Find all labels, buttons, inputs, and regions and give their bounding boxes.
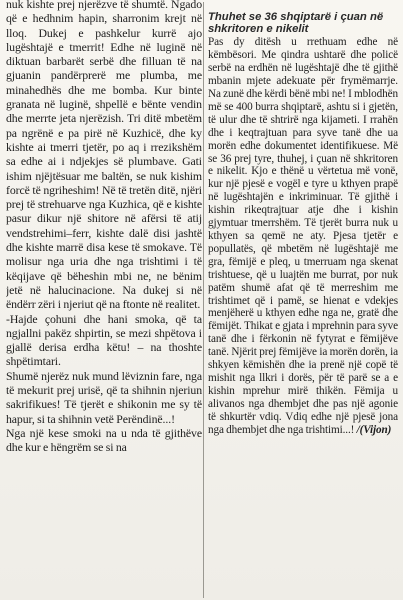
left-column-text — [6, 0, 202, 455]
section-title: Thuhet se 36 shqiptarë i çuan në shkritoren e nikelit — [208, 11, 384, 36]
paragraph: Shumë njerëz nuk mund lëviznin fare, nga të mekurit prej urisë, që ta shihnin njeriun sakrifikues! Të tjerët e shikonin me sy të hapur, si ta shihnin vetë Perëndinë...! — [6, 368, 202, 426]
paragraph: nuk kishte prej njerëzve të shumtë. Ngado që e hedhnim hapin, sharronim krejt në lloq. Dukej e pashkelur kurrë ajo lugështajë e tmerrit! Edhe në luginë në diktuan barbarët serbë dhe filluan të na gjuanin pandërprerë me plumba, me minahedhës dhe me bomba. Kur binte granata në luginë, shpellë e bënte vendin dhe merrte jeta njerëzish. Tri ditë mbetëm pa ngrënë e pa pirë në Kuzhicë, dhe ky kishte ai tmerri tjetër, po aq i rrezikshëm sa edhe ai i ndjekjes së plumbave. Gati ishim njëjtësuar me baltën, se nuk kishim forcë të ngriheshim! Në të tretën ditë, njëri prej të strehuarve nga Kuzhica, që e kishte pasur dikur një shitore në afërsi të atij vendstrehimi–ferr, kishte dalë disi jashtë dhe kishte marrë disa kese të smokave. Të molisur nga uria dhe nga trishtimi i të këqijave që bëheshin mbi ne, ne bënim jetë në halucinacione. Na dukej si në ëndërr zëri i njeriut që na ftonte në realitet. — [6, 0, 202, 312]
right-column — [208, 0, 398, 600]
right-column-text — [208, 36, 398, 436]
continuation-note: /(Vijon) — [356, 423, 392, 436]
paragraph: Nga një kese smoki na u nda të gjithëve dhe kur e hëngrëm se si na — [6, 425, 202, 455]
left-column — [6, 0, 202, 600]
column-divider — [203, 2, 204, 598]
paragraph: -Hajde çohuni dhe hani smoka, që ta ngjallni pakëz shpirtin, se mezi shpëtova i gjallë derisa erdha këtu! – na thoshte shpëtimtari. — [6, 311, 202, 369]
paragraph-text: Pas dy ditësh u rrethuam edhe në këmbësori. Me qindra ushtarë dhe policë serbë na erdhën në lugështajë dhe të gjithë mbanin mjete adekuate për frymëmarrje. Na zunë dhe kërdi bënë mbi ne! I mblodhën më se 400 burra shqiptarë, ashtu si i gjetën, të ulur dhe të shtrirë nga kijameti. I rrahën dhe i keqtrajtuan para syve tanë dhe ua morën edhe dokumentet identifikuese. Më se 36 prej tyre, thuhej, i çuan në shkritoren e nikelit. Kjo e thënë u vërtetua më vonë, kur një pjesë e vogël e tyre u kthyen prapë në lugështajën e inkriminuar. Të gjithë i kishin rikeqtrajtuar atje dhe i kishin gjymtuar tmerrshëm. Të tjerët burra nuk u kthyen sa qemë ne aty. Pjesa tjetër e popullatës, që mbetëm në lugështajë me gra, fëmijë e pleq, u tmerruam nga skenat trishtuese, që u luajtën me burrat, por nuk patëm shumë afat që të merreshim me trishtimet që i pamë, se hienat e vdekjes menjëherë u kthyen edhe nga ne, gratë dhe fëmijët. Thikat e gjata i mprehnin para syve tanë dhe i fërkonin në fytyrat e fëmijëve tanë. Njërit prej fëmijëve ia morën dorën, ia shkyen këmishën dhe ia prenë një copë të mishit nga llkri i dorës, për të parë se a e kishin mprehur mirë thikën. Fëmija u alivanos nga dhembjet dhe pas një agonie të shkurtër vdiq. Vdiq edhe një pjesë jona nga dhembjet dhe nga trishtimi...! — [208, 36, 398, 436]
paragraph — [208, 36, 398, 436]
